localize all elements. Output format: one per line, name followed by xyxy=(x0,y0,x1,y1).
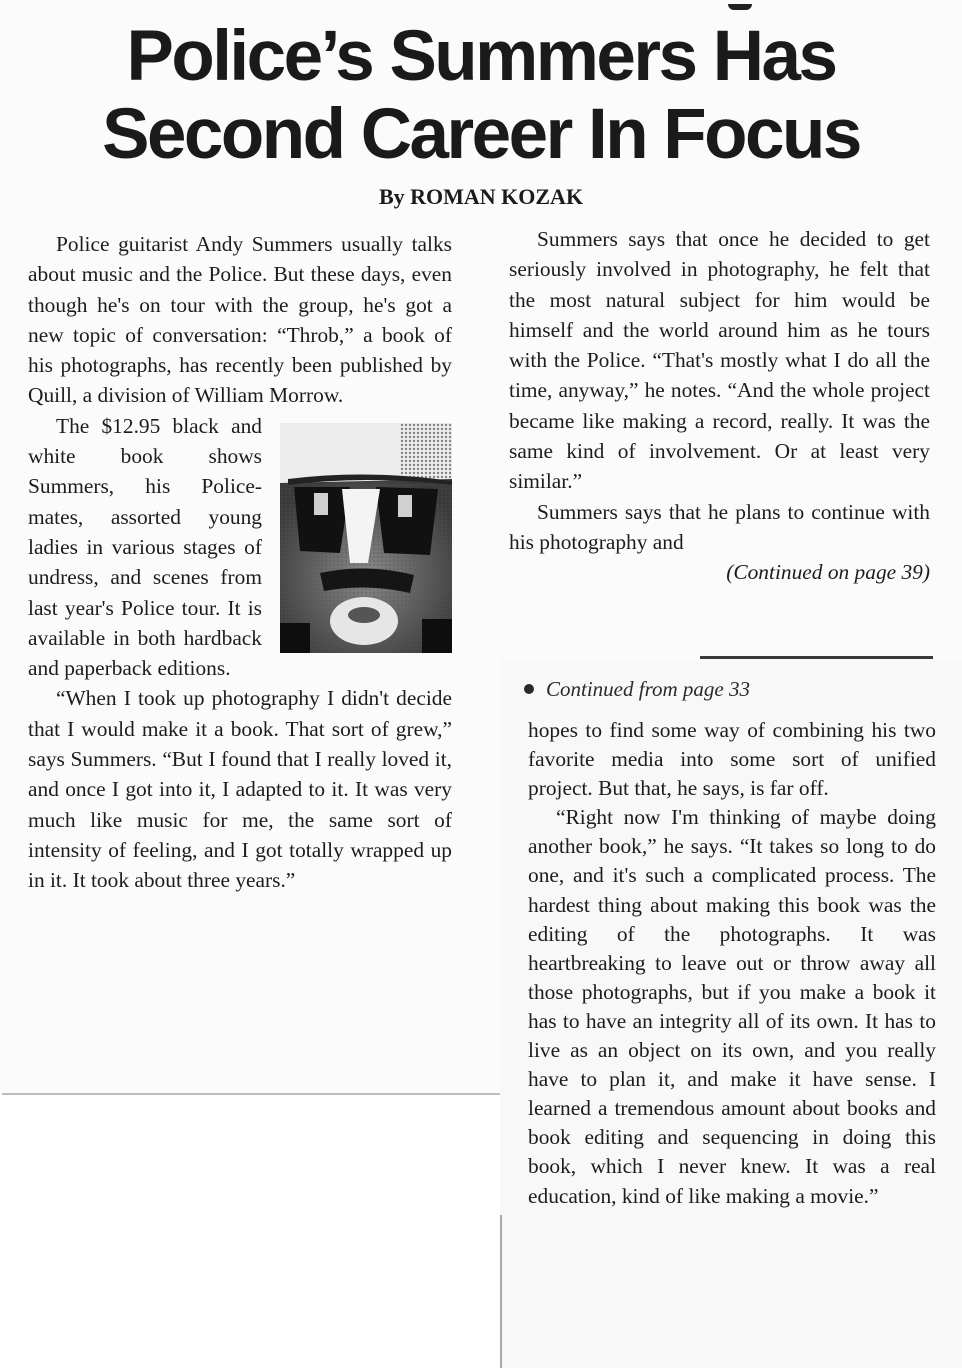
bullet-icon xyxy=(524,684,534,694)
photo-andy-summers xyxy=(280,423,452,653)
top-edge-mark xyxy=(728,4,752,10)
clipping-left-edge xyxy=(500,1215,502,1368)
headline-line-2: Second Career In Focus xyxy=(102,95,860,174)
right-paragraph-2: Summers says that he plans to continue with his photography and xyxy=(509,499,930,554)
continuation-rule xyxy=(700,656,933,659)
byline: By ROMAN KOZAK xyxy=(378,184,584,209)
photo-image xyxy=(280,423,452,653)
continuation-paragraph-1: hopes to find some way of combining his two favorite media into some sort of unified project. But that, he says, is far off. xyxy=(528,718,936,801)
left-paragraph-2: The $12.95 black and white book shows Summers, his Police-mates, assorted young ladies in various stages of undress, and scenes from last year's Police tour. It is available in both hardback and paperback editions. xyxy=(28,413,262,681)
headline xyxy=(0,18,962,174)
right-column xyxy=(509,224,930,588)
headline-line-1: Police’s Summers Has xyxy=(126,17,836,96)
continuation-paragraph-2: “Right now I'm thinking of maybe doing another book,” he says. “It takes so long to do one, and it's such a complicated process. The hardest thing about making this book was the editing of the photographs. It was heartbreaking to leave out or throw away all those photographs, but if you make a book it has to have an integrity all of its own. It has to live as an object on its own, and you really have to plan it, and make it have sense. I learned a tremendous amount about books and book editing and sequencing in doing this book, which I never knew. It was a real education, kind of like making a movie.” xyxy=(528,805,936,1208)
continued-from-label[interactable] xyxy=(524,676,750,702)
continuation-column xyxy=(528,716,936,1211)
left-paragraph-1: Police guitarist Andy Summers usually talks about music and the Police. But these days, even though he's on tour with the group, he's got a new topic of conversation: “Throb,” a book of his photographs, has recently been published by Quill, a division of William Morrow. xyxy=(28,232,452,408)
continued-on-page-link[interactable]: (Continued on page 39) xyxy=(726,560,930,585)
left-paragraph-3: “When I took up photography I didn't decide that I would make it a book. That sort of grew,” says Summers. “But I found that I really loved it, and once I got into it, I adapted to it. It was very much like music for me, the same sort of intensity of feeling, and I got totally wrapped up in it. It took about three years.” xyxy=(28,686,452,893)
right-paragraph-1: Summers says that once he decided to get seriously involved in photography, he felt that the most natural subject for him would be himself and the world around him as he tours with the Police. “That's mostly what I do all the time, anyway,” he notes. “And the whole project became like making a record, really. It was the same kind of involvement. Or at least very similar.” xyxy=(509,227,930,494)
clipping-bottom-rule xyxy=(2,1093,500,1095)
left-column xyxy=(28,229,452,896)
continued-from-text: Continued from page 33 xyxy=(546,677,750,701)
